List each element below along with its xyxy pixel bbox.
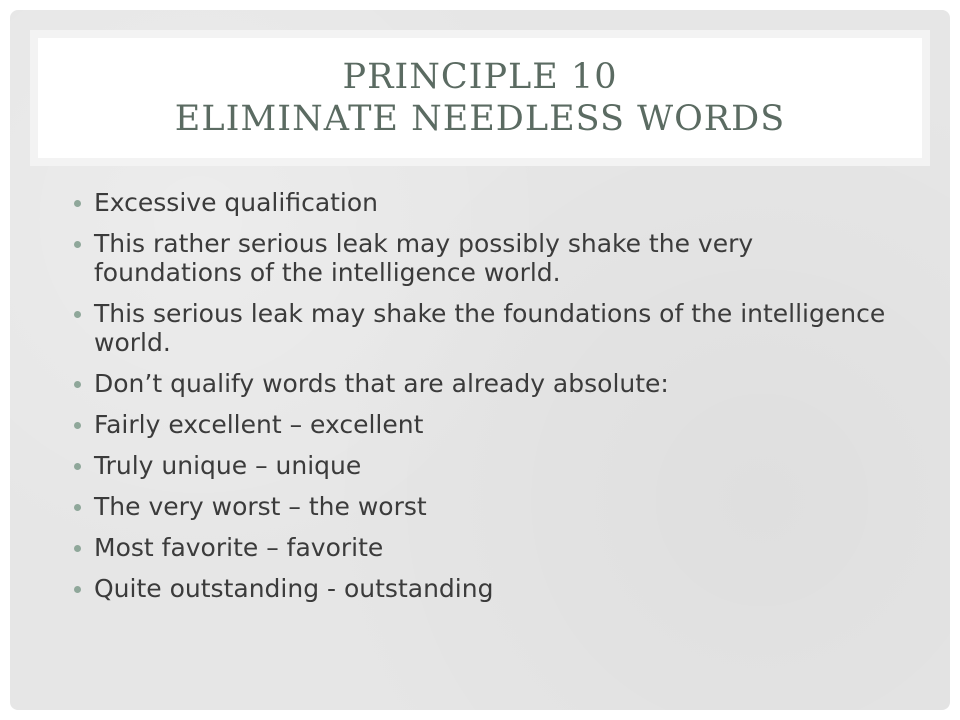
bullet-text: Most favorite – favorite: [94, 533, 384, 562]
bullet-text: This rather serious leak may possibly shake the very foundations of the intelligence world.: [94, 229, 754, 287]
bullet-item: [94, 574, 904, 603]
bullet-dot-icon: [74, 586, 81, 593]
bullet-item: [94, 451, 904, 480]
bullet-item: [94, 492, 904, 521]
bullet-text: Excessive qualification: [94, 188, 379, 217]
bullet-dot-icon: [74, 422, 81, 429]
bullet-text: Truly unique – unique: [94, 451, 362, 480]
bullet-dot-icon: [74, 504, 81, 511]
bullet-text: This serious leak may shake the foundations of the intelligence world.: [94, 299, 886, 357]
bullet-item: [94, 369, 904, 398]
bullet-dot-icon: [74, 463, 81, 470]
slide: [10, 10, 950, 710]
bullet-text: Fairly excellent – excellent: [94, 410, 424, 439]
title-line-1: PRINCIPLE 10: [342, 57, 618, 97]
bullet-dot-icon: [74, 241, 81, 248]
title-box: [30, 30, 930, 166]
bullet-text: The very worst – the worst: [94, 492, 427, 521]
bullet-item: [94, 410, 904, 439]
title-line-2: ELIMINATE NEEDLESS WORDS: [174, 99, 786, 139]
bullet-dot-icon: [74, 200, 81, 207]
bullet-dot-icon: [74, 545, 81, 552]
bullet-item: [94, 299, 904, 357]
bullet-dot-icon: [74, 311, 81, 318]
bullet-text: Quite outstanding - outstanding: [94, 574, 494, 603]
bullet-item: [94, 188, 904, 217]
bullet-item: [94, 533, 904, 562]
bullet-dot-icon: [74, 381, 81, 388]
slide-title: [38, 38, 922, 140]
bullet-list: [94, 188, 904, 615]
bullet-text: Don’t qualify words that are already absolute:: [94, 369, 669, 398]
bullet-item: [94, 229, 904, 287]
